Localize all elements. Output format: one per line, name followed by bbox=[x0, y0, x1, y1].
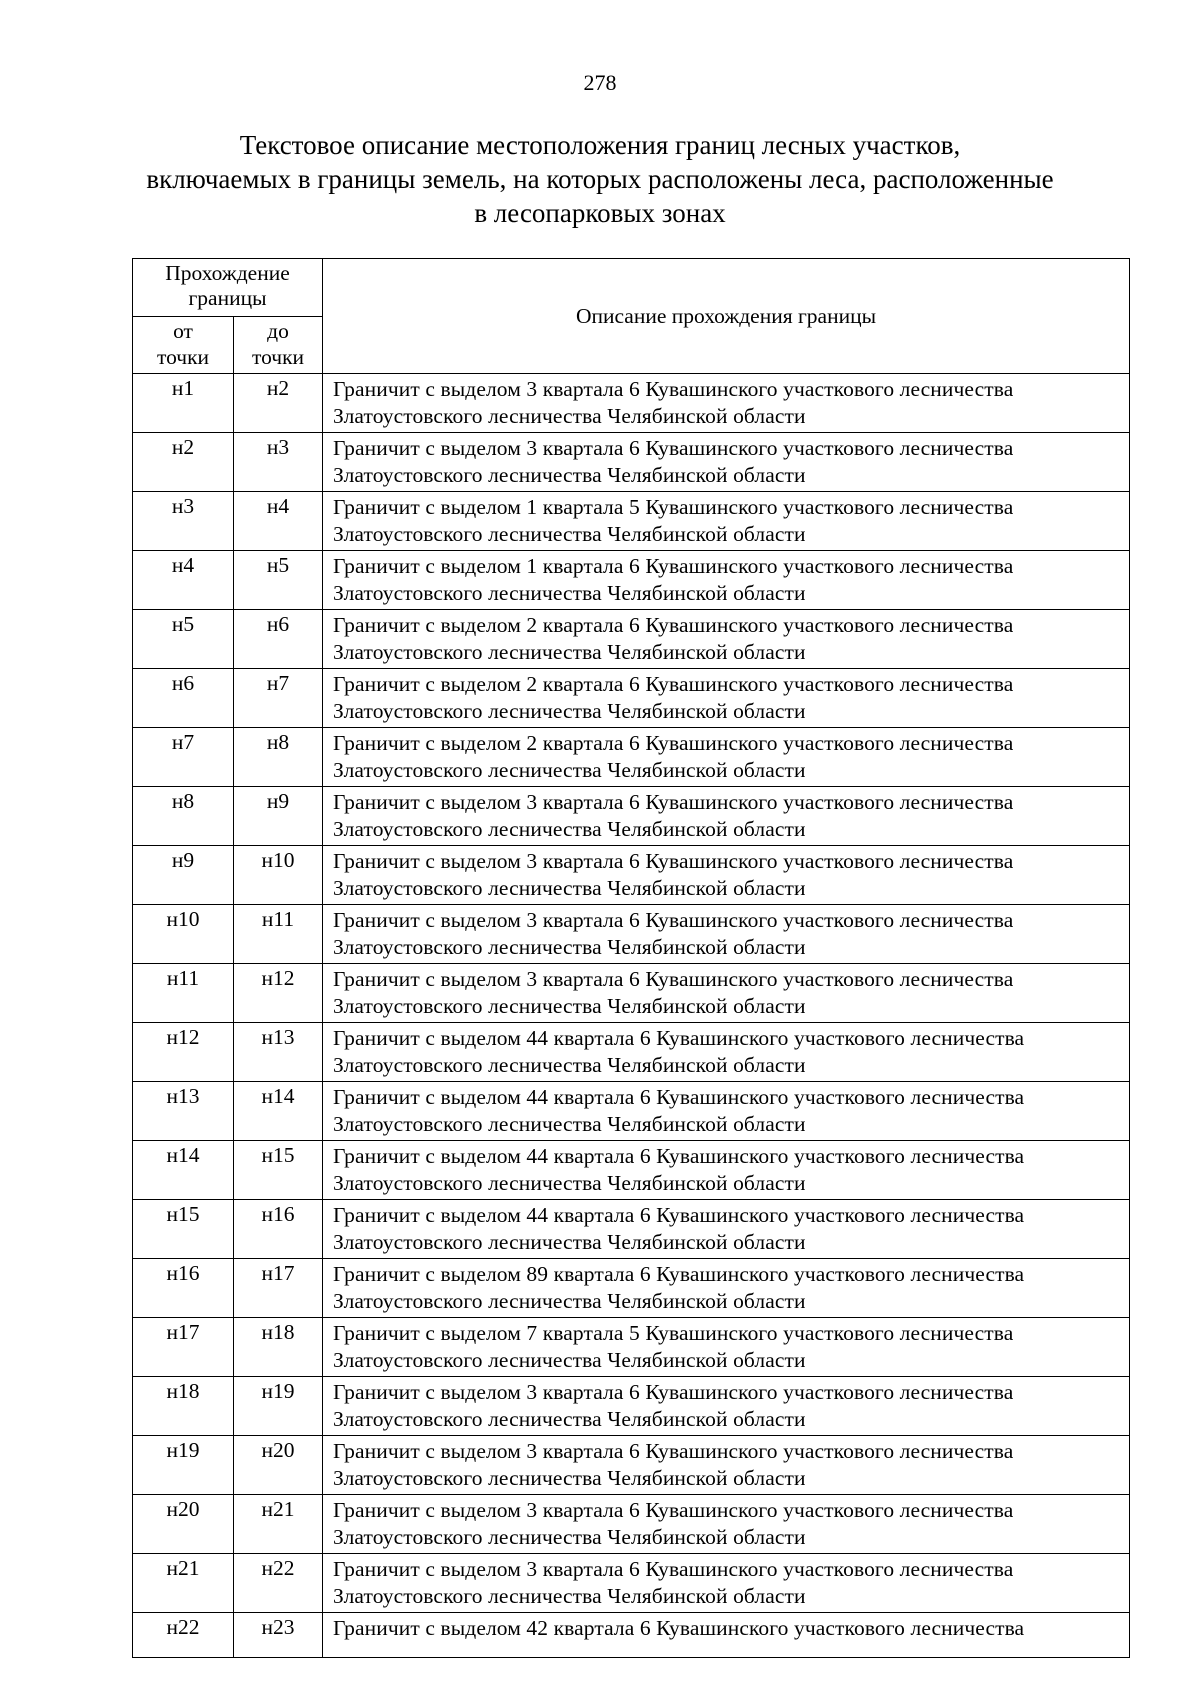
description-cell bbox=[323, 1377, 1130, 1436]
from-point-cell: н17 bbox=[133, 1318, 234, 1377]
description-line-2: Златоустовского лесничества Челябинской области bbox=[333, 699, 806, 723]
description-line-1: Граничит с выделом 3 квартала 6 Кувашинского участкового лесничества bbox=[333, 436, 1014, 460]
to-point-cell: н21 bbox=[234, 1495, 323, 1554]
title-line-3: в лесопарковых зонах bbox=[474, 198, 726, 228]
from-point-cell: н20 bbox=[133, 1495, 234, 1554]
description-line-1: Граничит с выделом 3 квартала 6 Кувашинского участкового лесничества bbox=[333, 790, 1014, 814]
to-point-cell: н13 bbox=[234, 1023, 323, 1082]
table-row bbox=[133, 1495, 1130, 1554]
description-line-1: Граничит с выделом 1 квартала 6 Кувашинского участкового лесничества bbox=[333, 554, 1014, 578]
table-row bbox=[133, 374, 1130, 433]
description-line-1: Граничит с выделом 3 квартала 6 Кувашинского участкового лесничества bbox=[333, 967, 1014, 991]
table-row bbox=[133, 1613, 1130, 1658]
description-line-1: Граничит с выделом 3 квартала 6 Кувашинского участкового лесничества bbox=[333, 849, 1014, 873]
to-point-cell: н15 bbox=[234, 1141, 323, 1200]
to-point-cell: н3 bbox=[234, 433, 323, 492]
document-title bbox=[100, 128, 1100, 230]
description-line-2: Златоустовского лесничества Челябинской области bbox=[333, 1584, 806, 1608]
from-point-cell: н6 bbox=[133, 669, 234, 728]
description-cell bbox=[323, 374, 1130, 433]
from-point-cell: н4 bbox=[133, 551, 234, 610]
description-line-1: Граничит с выделом 44 квартала 6 Кувашинского участкового лесничества bbox=[333, 1026, 1025, 1050]
to-point-cell: н6 bbox=[234, 610, 323, 669]
table-row bbox=[133, 1554, 1130, 1613]
table-row bbox=[133, 964, 1130, 1023]
table-row bbox=[133, 1200, 1130, 1259]
to-point-cell: н11 bbox=[234, 905, 323, 964]
description-cell bbox=[323, 610, 1130, 669]
table-row bbox=[133, 728, 1130, 787]
from-point-cell: н9 bbox=[133, 846, 234, 905]
description-cell bbox=[323, 728, 1130, 787]
description-line-1: Граничит с выделом 3 квартала 6 Кувашинского участкового лесничества bbox=[333, 1380, 1014, 1404]
header-from-line-1: от bbox=[173, 319, 193, 343]
description-line-2: Златоустовского лесничества Челябинской области bbox=[333, 876, 806, 900]
description-cell bbox=[323, 964, 1130, 1023]
table-row bbox=[133, 433, 1130, 492]
description-line-1: Граничит с выделом 2 квартала 6 Кувашинского участкового лесничества bbox=[333, 731, 1014, 755]
from-point-cell: н21 bbox=[133, 1554, 234, 1613]
description-line-1: Граничит с выделом 1 квартала 5 Кувашинского участкового лесничества bbox=[333, 495, 1014, 519]
table-row bbox=[133, 1377, 1130, 1436]
header-group-line-2: границы bbox=[188, 286, 267, 310]
to-point-cell: н2 bbox=[234, 374, 323, 433]
from-point-cell: н8 bbox=[133, 787, 234, 846]
description-line-2: Златоустовского лесничества Челябинской области bbox=[333, 640, 806, 664]
description-line-1: Граничит с выделом 2 квартала 6 Кувашинского участкового лесничества bbox=[333, 672, 1014, 696]
from-point-cell: н10 bbox=[133, 905, 234, 964]
description-line-1: Граничит с выделом 3 квартала 6 Кувашинского участкового лесничества bbox=[333, 377, 1014, 401]
table-row bbox=[133, 669, 1130, 728]
table-row bbox=[133, 551, 1130, 610]
description-cell bbox=[323, 1259, 1130, 1318]
table-row bbox=[133, 1259, 1130, 1318]
description-line-2: Златоустовского лесничества Челябинской области bbox=[333, 935, 806, 959]
description-cell bbox=[323, 1613, 1130, 1658]
to-point-cell: н10 bbox=[234, 846, 323, 905]
description-line-1: Граничит с выделом 3 квартала 6 Кувашинского участкового лесничества bbox=[333, 1439, 1014, 1463]
table-row bbox=[133, 1082, 1130, 1141]
to-point-cell: н5 bbox=[234, 551, 323, 610]
from-point-cell: н5 bbox=[133, 610, 234, 669]
description-cell bbox=[323, 551, 1130, 610]
to-point-cell: н20 bbox=[234, 1436, 323, 1495]
table-row bbox=[133, 846, 1130, 905]
description-line-1: Граничит с выделом 44 квартала 6 Кувашинского участкового лесничества bbox=[333, 1085, 1025, 1109]
description-line-1: Граничит с выделом 3 квартала 6 Кувашинского участкового лесничества bbox=[333, 1498, 1014, 1522]
to-point-cell: н14 bbox=[234, 1082, 323, 1141]
to-point-cell: н22 bbox=[234, 1554, 323, 1613]
description-line-1: Граничит с выделом 44 квартала 6 Кувашинского участкового лесничества bbox=[333, 1144, 1025, 1168]
description-line-1: Граничит с выделом 3 квартала 6 Кувашинского участкового лесничества bbox=[333, 1557, 1014, 1581]
from-point-cell: н14 bbox=[133, 1141, 234, 1200]
description-line-2: Златоустовского лесничества Челябинской области bbox=[333, 1171, 806, 1195]
header-from-point bbox=[133, 317, 234, 374]
to-point-cell: н9 bbox=[234, 787, 323, 846]
from-point-cell: н18 bbox=[133, 1377, 234, 1436]
description-line-1: Граничит с выделом 89 квартала 6 Кувашинского участкового лесничества bbox=[333, 1262, 1025, 1286]
from-point-cell: н7 bbox=[133, 728, 234, 787]
description-cell bbox=[323, 1554, 1130, 1613]
table-row bbox=[133, 1023, 1130, 1082]
from-point-cell: н2 bbox=[133, 433, 234, 492]
description-line-2: Златоустовского лесничества Челябинской области bbox=[333, 1407, 806, 1431]
to-point-cell: н18 bbox=[234, 1318, 323, 1377]
description-line-2: Златоустовского лесничества Челябинской области bbox=[333, 1289, 806, 1313]
description-line-1: Граничит с выделом 2 квартала 6 Кувашинского участкового лесничества bbox=[333, 613, 1014, 637]
description-line-1: Граничит с выделом 44 квартала 6 Кувашинского участкового лесничества bbox=[333, 1203, 1025, 1227]
to-point-cell: н12 bbox=[234, 964, 323, 1023]
header-group-line-1: Прохождение bbox=[165, 261, 290, 285]
description-cell bbox=[323, 1436, 1130, 1495]
description-cell bbox=[323, 1495, 1130, 1554]
table-row bbox=[133, 1436, 1130, 1495]
title-line-2: включаемых в границы земель, на которых расположены леса, расположенные bbox=[146, 164, 1054, 194]
description-line-2: Златоустовского лесничества Челябинской области bbox=[333, 1525, 806, 1549]
from-point-cell: н11 bbox=[133, 964, 234, 1023]
header-to-point bbox=[234, 317, 323, 374]
description-cell bbox=[323, 669, 1130, 728]
description-line-2: Златоустовского лесничества Челябинской области bbox=[333, 758, 806, 782]
description-line-1: Граничит с выделом 3 квартала 6 Кувашинского участкового лесничества bbox=[333, 908, 1014, 932]
from-point-cell: н1 bbox=[133, 374, 234, 433]
description-line-2: Златоустовского лесничества Челябинской области bbox=[333, 522, 806, 546]
description-line-2: Златоустовского лесничества Челябинской области bbox=[333, 581, 806, 605]
header-to-line-1: до bbox=[267, 319, 289, 343]
description-cell bbox=[323, 433, 1130, 492]
header-description: Описание прохождения границы bbox=[323, 259, 1130, 374]
boundary-table bbox=[132, 258, 1130, 1658]
description-cell bbox=[323, 1082, 1130, 1141]
description-cell bbox=[323, 1318, 1130, 1377]
description-cell bbox=[323, 1023, 1130, 1082]
table-row bbox=[133, 1318, 1130, 1377]
description-cell bbox=[323, 1200, 1130, 1259]
description-line-2: Златоустовского лесничества Челябинской области bbox=[333, 994, 806, 1018]
to-point-cell: н19 bbox=[234, 1377, 323, 1436]
to-point-cell: н8 bbox=[234, 728, 323, 787]
description-line-2: Златоустовского лесничества Челябинской области bbox=[333, 1348, 806, 1372]
table-row bbox=[133, 1141, 1130, 1200]
description-cell bbox=[323, 787, 1130, 846]
page-number: 278 bbox=[583, 70, 617, 95]
table-row bbox=[133, 492, 1130, 551]
description-cell bbox=[323, 492, 1130, 551]
from-point-cell: н3 bbox=[133, 492, 234, 551]
from-point-cell: н15 bbox=[133, 1200, 234, 1259]
description-cell bbox=[323, 905, 1130, 964]
description-line-1: Граничит с выделом 7 квартала 5 Кувашинского участкового лесничества bbox=[333, 1321, 1014, 1345]
header-to-line-2: точки bbox=[251, 345, 305, 369]
description-line-2: Златоустовского лесничества Челябинской области bbox=[333, 1230, 806, 1254]
header-boundary-passage bbox=[133, 259, 323, 317]
description-line-2: Златоустовского лесничества Челябинской области bbox=[333, 817, 806, 841]
from-point-cell: н19 bbox=[133, 1436, 234, 1495]
from-point-cell: н13 bbox=[133, 1082, 234, 1141]
from-point-cell: н22 bbox=[133, 1613, 234, 1658]
table-row bbox=[133, 787, 1130, 846]
description-cell bbox=[323, 1141, 1130, 1200]
table-row bbox=[133, 610, 1130, 669]
to-point-cell: н23 bbox=[234, 1613, 323, 1658]
to-point-cell: н4 bbox=[234, 492, 323, 551]
from-point-cell: н12 bbox=[133, 1023, 234, 1082]
description-line-2: Златоустовского лесничества Челябинской области bbox=[333, 1053, 806, 1077]
description-line-2: Златоустовского лесничества Челябинской области bbox=[333, 1466, 806, 1490]
table-row bbox=[133, 905, 1130, 964]
header-row-1 bbox=[133, 259, 1130, 317]
description-cell bbox=[323, 846, 1130, 905]
description-line-1: Граничит с выделом 42 квартала 6 Кувашинского участкового лесничества bbox=[333, 1616, 1025, 1640]
from-point-cell: н16 bbox=[133, 1259, 234, 1318]
description-line-2: Златоустовского лесничества Челябинской области bbox=[333, 1112, 806, 1136]
to-point-cell: н16 bbox=[234, 1200, 323, 1259]
to-point-cell: н7 bbox=[234, 669, 323, 728]
header-from-line-2: точки bbox=[156, 345, 210, 369]
description-line-2: Златоустовского лесничества Челябинской области bbox=[333, 463, 806, 487]
description-line-2: Златоустовского лесничества Челябинской области bbox=[333, 404, 806, 428]
to-point-cell: н17 bbox=[234, 1259, 323, 1318]
title-line-1: Текстовое описание местоположения границ лесных участков, bbox=[239, 130, 961, 160]
